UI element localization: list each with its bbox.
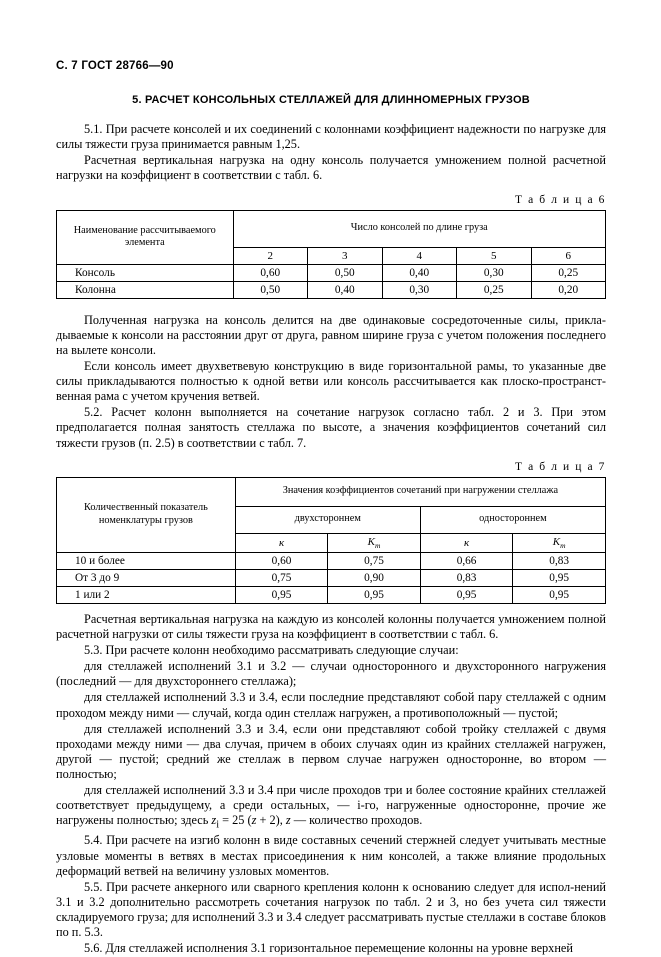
table-6-count-2: 2 bbox=[233, 247, 307, 264]
paragraph-5-4: 5.4. При расчете на изгиб колонн в виде составных сечений стержней следует учитывать местные узловые моменты в ветвях в местах присоединения к ним консолей, а также влияние продольных деформаций ветвей на величину узловых моментов. bbox=[56, 833, 606, 878]
table-6-row-1-v5: 0,25 bbox=[531, 264, 606, 281]
table-7-row-1-v3: 0,66 bbox=[420, 552, 513, 569]
page-header bbox=[56, 60, 606, 72]
paragraph-after-table6-b: Если консоль имеет двухветвевую конструкцию в виде горизонтальной рамы, то указанные две силы прикладываются полностью к одной ветви или консоль рассчитывается как плоско-пространст-венная рама с учетом кручения ветвей. bbox=[56, 358, 606, 404]
paragraph-5-1-b: Расчетная вертикальная нагрузка на одну консоль получается умножением полной расчетной нагрузки на коэффициент в соответствии с табл. 6. bbox=[56, 153, 606, 183]
table-row bbox=[57, 477, 606, 506]
table-7-row-1-name: 10 и более bbox=[57, 552, 236, 569]
table-row bbox=[57, 552, 606, 569]
table-6-row-2-v2: 0,40 bbox=[308, 281, 382, 298]
paragraph-5-3-d: для стеллажей исполнений 3.3 и 3.4 при числе проходов три и более состояние крайних стеллажей соответствует предыдущему, а среди остальных, — i-го, нагруженные односторонне, прочие же нагружены полностью; здесь $z_i = 25$ (z + 2), z — количество проходов. bbox=[56, 783, 606, 831]
table-6-count-4: 4 bbox=[382, 247, 456, 264]
table-6-head-counts: Число консолей по длине груза bbox=[233, 210, 605, 247]
table-6-head-element: Наименование рассчитываемого элемента bbox=[57, 210, 234, 264]
table-6-row-2-name: Колонна bbox=[57, 281, 234, 298]
table-7-head-indicator: Количественный показатель номенклатуры грузов bbox=[57, 477, 236, 552]
table-row bbox=[57, 281, 606, 298]
table-7-group-two-sided: двухстороннем bbox=[235, 506, 420, 533]
table-6-row-1-v3: 0,40 bbox=[382, 264, 456, 281]
section-title: 5. РАСЧЕТ КОНСОЛЬНЫХ СТЕЛЛАЖЕЙ ДЛЯ ДЛИННОМЕРНЫХ ГРУЗОВ bbox=[132, 94, 530, 106]
table-7-row-1-v2: 0,75 bbox=[328, 552, 421, 569]
table-6-row-1-v4: 0,30 bbox=[457, 264, 531, 281]
table-7-row-3-v4: 0,95 bbox=[513, 586, 606, 603]
table-7-row-3-v1: 0,95 bbox=[235, 586, 328, 603]
table-6-row-1-name: Консоль bbox=[57, 264, 234, 281]
paragraph-5-3-c: для стеллажей исполнений 3.3 и 3.4, если они представляют собой тройку стеллажей с двумя проходами между ними — два случая, причем в обоих случаях один из крайних стеллажей нагружен, другой — пустой; средний же стеллаж в первом случае нагружен односторонне, во втором — полностью; bbox=[56, 721, 606, 782]
table-7-row-2-v2: 0,90 bbox=[328, 569, 421, 586]
page-content bbox=[56, 60, 606, 957]
table-6-count-5: 5 bbox=[457, 247, 531, 264]
document-number: ГОСТ 28766—90 bbox=[81, 60, 174, 72]
table-row bbox=[57, 264, 606, 281]
table-7-row-3-name: 1 или 2 bbox=[57, 586, 236, 603]
table-6-count-6: 6 bbox=[531, 247, 606, 264]
paragraph-after-table7: Расчетная вертикальная нагрузка на каждую из консолей колонны получается умножением полной расчетной нагрузки от силы тяжести груза на коэффициент в соответствии с табл. 6. bbox=[56, 611, 606, 641]
table-7-row-3-v2: 0,95 bbox=[328, 586, 421, 603]
table-7-row-2-v1: 0,75 bbox=[235, 569, 328, 586]
paragraph-after-table6-a: Полученная нагрузка на консоль делится на две одинаковые сосредоточенные силы, прикла-дываемые к консоли на расстоянии друг от друга, равном ширине груза с учетом положения последнего на вылете консоли. bbox=[56, 312, 606, 357]
table-6-count-3: 3 bbox=[308, 247, 382, 264]
paragraph-5-3-a: для стеллажей исполнений 3.1 и 3.2 — случаи односторонного и двухсторонного нагружения (последний — для двухстороннего стеллажа); bbox=[56, 659, 606, 689]
table-6-caption: Т а б л и ц а 6 bbox=[514, 193, 606, 206]
table-7-caption: Т а б л и ц а 7 bbox=[514, 460, 606, 473]
paragraph-5-5: 5.5. При расчете анкерного или сварного крепления колонн к основанию следует для испол-нений 3.1 и 3.2 дополнительно рассмотреть сочетания нагрузок по табл. 2 и 3, но без учета сил тяжести складируемого груза; для исполнений 3.3 и 3.4 следует рассматривать пустые стеллажи в составе блоков по п. 5.3. bbox=[56, 879, 606, 940]
table-7-subhead-4: $K_т$ bbox=[513, 533, 606, 552]
table-7-row-3-v3: 0,95 bbox=[420, 586, 513, 603]
table-7-subhead-2: $K_т$ bbox=[328, 533, 421, 552]
table-7 bbox=[56, 477, 606, 604]
table-6-row-1-v2: 0,50 bbox=[308, 264, 382, 281]
table-6 bbox=[56, 210, 606, 299]
table-row bbox=[57, 586, 606, 603]
table-6-row-2-v1: 0,50 bbox=[233, 281, 307, 298]
paragraph-5-2: 5.2. Расчет колонн выполняется на сочетание нагрузок согласно табл. 2 и 3. При этом предполагается полная занятость стеллажа по высоте, а значения коэффициентов сочетаний сил тяжести грузов (п. 2.5) в соответствии с табл. 7. bbox=[56, 405, 606, 450]
table-7-head-coefficients: Значения коэффициентов сочетаний при нагружении стеллажа bbox=[235, 477, 605, 506]
table-6-row-1-v1: 0,60 bbox=[233, 264, 307, 281]
table-7-row-1-v4: 0,83 bbox=[513, 552, 606, 569]
page-number: С. 7 bbox=[56, 60, 78, 72]
table-7-row-1-v1: 0,60 bbox=[235, 552, 328, 569]
paragraph-5-1-a: 5.1. При расчете консолей и их соединений с колоннами коэффициент надежности по нагрузке для силы тяжести груза принимается равным 1,25. bbox=[56, 122, 606, 152]
table-7-group-one-sided: одностороннем bbox=[420, 506, 605, 533]
paragraph-5-6: 5.6. Для стеллажей исполнения 3.1 горизонтальное перемещение колонны на уровне верхней bbox=[84, 941, 573, 956]
table-7-subhead-3: к bbox=[420, 533, 513, 552]
table-row bbox=[57, 569, 606, 586]
table-6-row-2-v5: 0,20 bbox=[531, 281, 606, 298]
paragraph-5-3-b: для стеллажей исполнений 3.3 и 3.4, если последние представляют собой пару стеллажей с одним проходом между ними — случай, когда один стеллаж нагружен, а противоположный — пустой; bbox=[56, 690, 606, 720]
table-6-row-2-v4: 0,25 bbox=[457, 281, 531, 298]
table-row bbox=[57, 210, 606, 247]
table-7-row-2-v4: 0,95 bbox=[513, 569, 606, 586]
paragraph-5-3: 5.3. При расчете колонн необходимо рассматривать следующие случаи: bbox=[84, 643, 459, 658]
table-7-row-2-name: От 3 до 9 bbox=[57, 569, 236, 586]
table-7-subhead-1: к bbox=[235, 533, 328, 552]
table-7-row-2-v3: 0,83 bbox=[420, 569, 513, 586]
table-6-row-2-v3: 0,30 bbox=[382, 281, 456, 298]
